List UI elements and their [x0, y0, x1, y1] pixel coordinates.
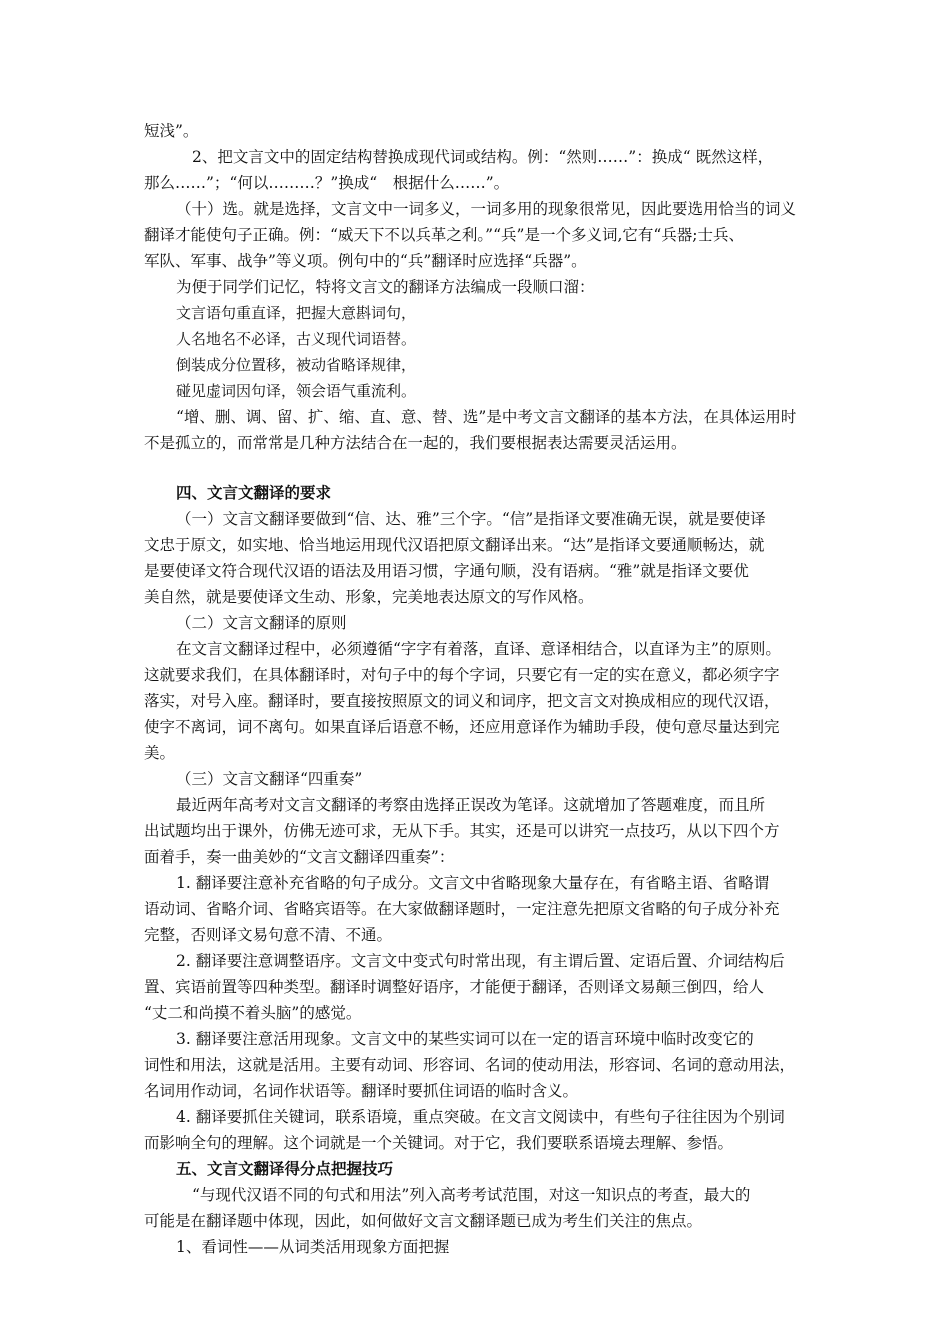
paragraph-end-line: 短浅”。 — [144, 122, 199, 140]
poem-line-3: 倒装成分位置移，被动省略译规律， — [176, 356, 417, 374]
point-2-line-1: 2. 翻译要注意调整语序。文言文中变式句时常出现，有主谓后置、定语后置、介词结构后 — [176, 952, 785, 970]
scoring-intro-line-1: “与现代汉语不同的句式和用法”列入高考考试范围，对这一知识点的考查，最大的 — [192, 1186, 751, 1204]
quartet-intro-line-3: 面着手，奏一曲美妙的“文言文翻译四重奏”： — [144, 848, 455, 866]
requirements-line-1: （一）文言文翻译要做到“信、达、雅”三个字。“信”是指译文要准确无误，就是要使译 — [176, 510, 766, 528]
poem-line-1: 文言语句重直译，把握大意斟词句， — [176, 304, 417, 322]
point-3-line-1: 3. 翻译要注意活用现象。文言文中的某些实词可以在一定的语言环境中临时改变它的 — [176, 1030, 754, 1048]
section-heading-4: 四、文言文翻译的要求 — [176, 483, 332, 502]
section-heading-5: 五、文言文翻译得分点把握技巧 — [176, 1159, 394, 1178]
principles-line-4: 使字不离词，词不离句。如果直译后语意不畅，还应用意译作为辅助手段，使句意尽量达到完 — [144, 718, 780, 736]
fixed-structure-line-2: 那么……”；“何以………？”换成“ 根据什么……”。 — [144, 174, 510, 192]
requirements-line-2: 文忠于原文，如实地、恰当地运用现代汉语把原文翻译出来。“达”是指译文要通顺畅达，就 — [144, 536, 765, 554]
point-3-line-3: 名词用作动词，名词作状语等。翻译时要抓住词语的临时含义。 — [144, 1082, 579, 1100]
point-1-line-2: 语动词、省略介词、省略宾语等。在大家做翻译题时，一定注意先把原文省略的句子成分补充 — [144, 900, 780, 918]
document-page — [144, 118, 816, 1260]
point-1-line-3: 完整，否则译文易句意不清、不通。 — [144, 926, 393, 944]
poem-line-4: 碰见虚词因句译，领会语气重流利。 — [176, 382, 417, 400]
principles-line-3: 落实，对号入座。翻译时，要直接按照原文的词义和词序，把文言文对换成相应的现代汉语， — [144, 692, 780, 710]
point-2-line-3: “丈二和尚摸不着头脑”的感觉。 — [144, 1004, 362, 1022]
principles-line-1: 在文言文翻译过程中，必须遵循“字字有着落，直译、意译相结合，以直译为主”的原则。 — [176, 640, 781, 658]
select-method-line-2: 翻译才能使句子正确。例：“威天下不以兵革之利。”“兵”是一个多义词,它有“兵器;士兵、 — [144, 226, 745, 244]
mnemonic-intro: 为便于同学们记忆，特将文言文的翻译方法编成一段顺口溜： — [176, 278, 595, 296]
point-4-line-2: 而影响全句的理解。这个词就是一个关键词。对于它，我们要联系语境去理解、参悟。 — [144, 1134, 734, 1152]
point-1-line-1: 1. 翻译要注意补充省略的句子成分。文言文中省略现象大量存在，有省略主语、省略谓 — [176, 874, 770, 892]
principles-line-5: 美。 — [144, 744, 176, 762]
methods-summary-line-2: 不是孤立的，而常常是几种方法结合在一起的，我们要根据表达需要灵活运用。 — [144, 434, 687, 452]
select-method-line-3: 军队、军事、战争”等义项。例句中的“兵”翻译时应选择“兵器”。 — [144, 252, 587, 270]
requirements-line-3: 是要使译文符合现代汉语的语法及用语习惯，字通句顺，没有语病。“雅”就是指译文要优 — [144, 562, 749, 580]
point-2-line-2: 置、宾语前置等四种类型。翻译时调整好语序，才能便于翻译，否则译文易颠三倒四，给人 — [144, 978, 765, 996]
poem-line-2: 人名地名不必译，古义现代词语替。 — [176, 330, 417, 348]
quartet-intro-line-1: 最近两年高考对文言文翻译的考察由选择正误改为笔译。这就增加了答题难度，而且所 — [176, 796, 766, 814]
quartet-intro-line-2: 出试题均出于课外，仿佛无迹可求，无从下手。其实，还是可以讲究一点技巧，从以下四个方 — [144, 822, 780, 840]
methods-summary-line-1: “增、删、调、留、扩、缩、直、意、替、选”是中考文言文翻译的基本方法，在具体运用时 — [176, 408, 797, 426]
point-4-line-1: 4. 翻译要抓住关键词，联系语境，重点突破。在文言文阅读中，有些句子往往因为个别词 — [176, 1108, 785, 1126]
subheading-principles: （二）文言文翻译的原则 — [176, 614, 347, 632]
select-method-line-1: （十）选。就是选择，文言文中一词多义，一词多用的现象很常见，因此要选用恰当的词义 — [176, 200, 797, 218]
requirements-line-4: 美自然，就是要使译文生动、形象，完美地表达原文的写作风格。 — [144, 588, 594, 606]
principles-line-2: 这就要求我们，在具体翻译时，对句子中的每个字词，只要它有一定的实在意义，都必须字字 — [144, 666, 780, 684]
scoring-intro-line-2: 可能是在翻译题中体现，因此，如何做好文言文翻译题已成为考生们关注的焦点。 — [144, 1212, 703, 1230]
point-3-line-2: 词性和用法，这就是活用。主要有动词、形容词、名词的使动用法，形容词、名词的意动用法， — [144, 1056, 796, 1074]
fixed-structure-line-1: 2、把文言文中的固定结构替换成现代词或结构。例：“然则……”：换成“ 既然这样， — [192, 148, 774, 166]
scoring-tip-1: 1、看词性——从词类活用现象方面把握 — [176, 1238, 450, 1256]
subheading-quartet: （三）文言文翻译“四重奏” — [176, 770, 363, 788]
